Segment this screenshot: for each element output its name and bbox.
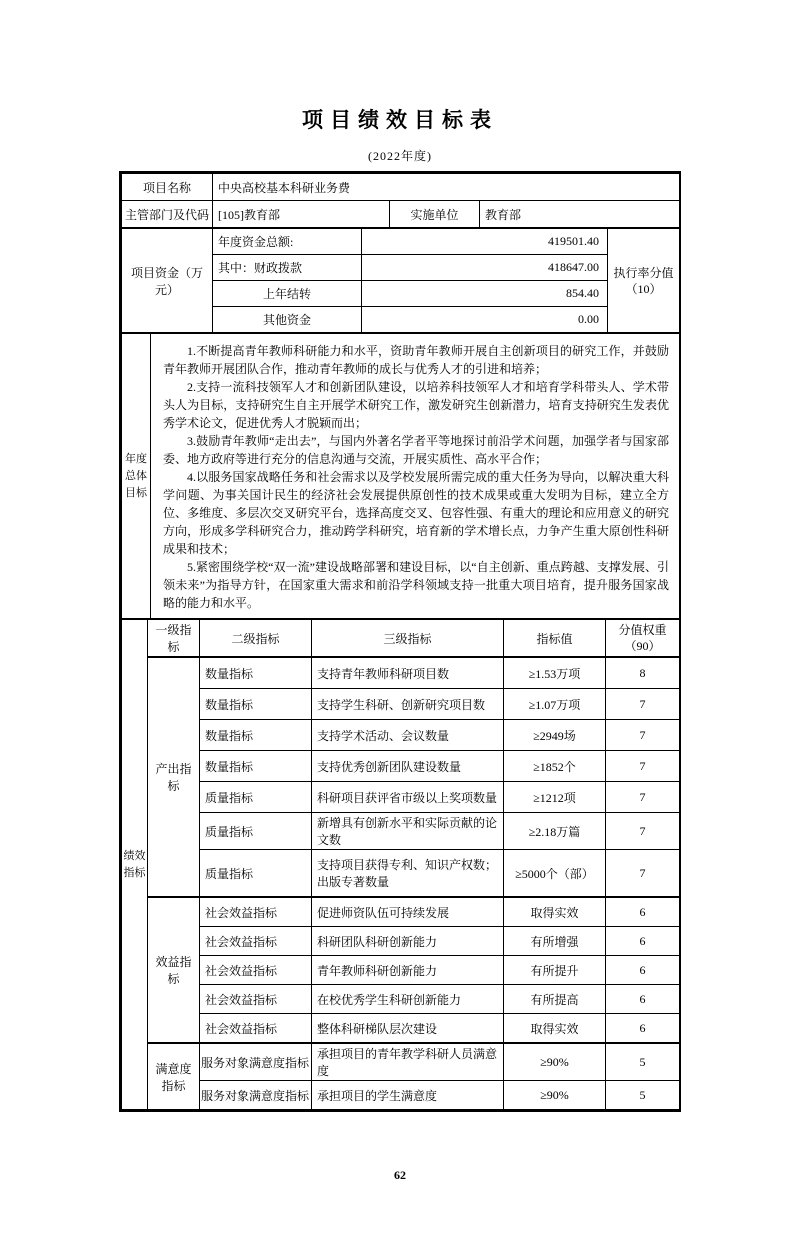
project-info-table <box>121 173 680 228</box>
header-weight-line2: （90） <box>624 639 661 653</box>
table-row <box>122 751 680 782</box>
table-row <box>122 1014 680 1044</box>
header-value: 指标值 <box>504 620 606 658</box>
table-row <box>122 927 680 956</box>
funding-row-value: 419501.40 <box>362 229 608 255</box>
goals-section-label: 年度总体目标 <box>122 334 151 619</box>
goal-item: 4.以服务国家战略任务和社会需求以及学校发展所需完成的重大任务为导向，以解决重大科学问题、为事关国计民生的经济社会发展提供原创性的技术成果或重大发明为目标，建立全方位、多维度、多层次交叉研究平台，选择高度交叉、包容性强、有重大的理论和应用意义的研究方向，形成多学科研究合力，推动跨学科研究，培育新的学术增长点，力争产生重大原创性科研成果和技术； <box>163 470 669 556</box>
table-row <box>122 334 680 619</box>
page-title: 项目绩效目标表 <box>302 108 498 132</box>
goal-item: 2.支持一流科技领军人才和创新团队建设，以培养科技领军人才和培育学科带头人、学术带头人为目标，支持研究生自主开展学术研究工作，激发研究生创新潜力，培育支持研究生发表优秀学术论文，促进优秀人才脱颖而出； <box>163 380 669 430</box>
cell-level2: 数量指标 <box>200 720 312 751</box>
funding-row-value: 854.40 <box>362 281 608 307</box>
funding-row-label: 上年结转 <box>213 281 362 307</box>
dept-value: [105]教育部 <box>213 201 390 228</box>
table-row <box>122 1081 680 1110</box>
cell-level2: 社会效益指标 <box>200 1014 312 1044</box>
funding-section-label: 项目资金（万元） <box>122 229 213 333</box>
group-output-label: 产出指标 <box>148 657 200 897</box>
cell-value: ≥1852个 <box>504 751 606 782</box>
cell-weight: 7 <box>606 813 680 850</box>
cell-value: ≥90% <box>504 1043 606 1081</box>
cell-level2: 质量指标 <box>200 850 312 898</box>
cell-value: 有所提高 <box>504 985 606 1014</box>
indicators-section-label: 绩效指标 <box>122 620 148 1110</box>
cell-weight: 7 <box>606 720 680 751</box>
cell-value: 有所增强 <box>504 927 606 956</box>
dept-label: 主管部门及代码 <box>122 201 213 228</box>
cell-level3: 支持学生科研、创新研究项目数 <box>312 689 504 720</box>
project-name-value: 中央高校基本科研业务费 <box>213 174 680 201</box>
cell-level2: 质量指标 <box>200 813 312 850</box>
funding-row-value: 0.00 <box>362 307 608 333</box>
table-row <box>122 201 680 228</box>
page-number: 62 <box>394 1168 406 1182</box>
table-row <box>122 956 680 985</box>
cell-level2: 社会效益指标 <box>200 927 312 956</box>
project-name-label: 项目名称 <box>122 174 213 201</box>
performance-target-table <box>119 171 681 1112</box>
cell-level3: 在校优秀学生科研创新能力 <box>312 985 504 1014</box>
table-row <box>122 657 680 689</box>
cell-weight: 6 <box>606 897 680 927</box>
header-weight <box>606 620 680 658</box>
table-row <box>122 897 680 927</box>
cell-value: ≥2949场 <box>504 720 606 751</box>
cell-level3: 承担项目的青年教学科研人员满意度 <box>312 1043 504 1081</box>
cell-value: ≥1.07万项 <box>504 689 606 720</box>
table-row <box>122 1043 680 1081</box>
group-benefit-label: 效益指标 <box>148 897 200 1043</box>
cell-weight: 7 <box>606 751 680 782</box>
cell-level3: 青年教师科研创新能力 <box>312 956 504 985</box>
funding-row-label: 其中：财政拨款 <box>213 255 362 281</box>
header-level3: 三级指标 <box>312 620 504 658</box>
table-row <box>122 229 680 255</box>
cell-level2: 社会效益指标 <box>200 985 312 1014</box>
cell-level3: 促进师资队伍可持续发展 <box>312 897 504 927</box>
funding-row-value: 418647.00 <box>362 255 608 281</box>
cell-value: ≥5000个（部） <box>504 850 606 898</box>
exec-rate-line2: （10） <box>625 281 662 296</box>
cell-level3: 支持青年教师科研项目数 <box>312 657 504 689</box>
funding-row-label: 其他资金 <box>213 307 362 333</box>
cell-weight: 8 <box>606 657 680 689</box>
cell-level3: 支持项目获得专利、知识产权数；出版专著数量 <box>312 850 504 898</box>
cell-value: 取得实效 <box>504 1014 606 1044</box>
header-level2: 二级指标 <box>200 620 312 658</box>
cell-weight: 6 <box>606 1014 680 1044</box>
cell-value: 有所提升 <box>504 956 606 985</box>
cell-weight: 7 <box>606 782 680 813</box>
cell-weight: 5 <box>606 1081 680 1110</box>
table-row <box>122 985 680 1014</box>
cell-level3: 支持优秀创新团队建设数量 <box>312 751 504 782</box>
cell-level3: 支持学术活动、会议数量 <box>312 720 504 751</box>
exec-rate-line1: 执行率分值 <box>613 265 674 280</box>
impl-unit-value: 教育部 <box>480 201 680 228</box>
cell-value: ≥90% <box>504 1081 606 1110</box>
cell-level2: 数量指标 <box>200 689 312 720</box>
cell-level3: 新增具有创新水平和实际贡献的论文数 <box>312 813 504 850</box>
cell-value: ≥1212项 <box>504 782 606 813</box>
indicators-table <box>121 619 680 1110</box>
header-level1: 一级指标 <box>148 620 200 658</box>
impl-unit-label: 实施单位 <box>390 201 480 228</box>
goals-table <box>121 333 680 619</box>
cell-weight: 6 <box>606 927 680 956</box>
cell-weight: 6 <box>606 985 680 1014</box>
cell-weight: 7 <box>606 689 680 720</box>
goal-item: 1.不断提高青年教师科研能力和水平，资助青年教师开展自主创新项目的研究工作，并鼓励青年教师开展团队合作，推动青年教师的成长与优秀人才的引进和培养； <box>163 344 669 376</box>
cell-level2: 服务对象满意度指标 <box>200 1081 312 1110</box>
funding-row-label: 年度资金总额: <box>213 229 362 255</box>
cell-weight: 7 <box>606 850 680 898</box>
goals-text <box>151 334 680 619</box>
table-row <box>122 850 680 898</box>
cell-level2: 服务对象满意度指标 <box>200 1043 312 1081</box>
table-row <box>122 782 680 813</box>
indicators-header-row <box>122 620 680 658</box>
table-row <box>122 174 680 201</box>
cell-level2: 数量指标 <box>200 751 312 782</box>
exec-rate-label <box>608 229 680 333</box>
cell-level2: 数量指标 <box>200 657 312 689</box>
cell-weight: 5 <box>606 1043 680 1081</box>
table-row <box>122 720 680 751</box>
header-weight-line1: 分值权重 <box>618 623 667 637</box>
cell-level3: 整体科研梯队层次建设 <box>312 1014 504 1044</box>
cell-level2: 社会效益指标 <box>200 897 312 927</box>
cell-level3: 科研团队科研创新能力 <box>312 927 504 956</box>
cell-level2: 社会效益指标 <box>200 956 312 985</box>
cell-level2: 质量指标 <box>200 782 312 813</box>
goal-item: 3.鼓励青年教师“走出去”，与国内外著名学者平等地探讨前沿学术问题，加强学者与国家部委、地方政府等进行充分的信息沟通与交流，开展实质性、高水平合作； <box>163 434 669 466</box>
table-row <box>122 689 680 720</box>
cell-value: ≥2.18万篇 <box>504 813 606 850</box>
cell-level3: 科研项目获评省市级以上奖项数量 <box>312 782 504 813</box>
cell-value: ≥1.53万项 <box>504 657 606 689</box>
goal-item: 5.紧密围绕学校“双一流”建设战略部署和建设目标，以“自主创新、重点跨越、支撑发展、引领未来”为指导方针，在国家重大需求和前沿学科领域支持一批重大项目培育，提升服务国家战略的能力和水平。 <box>163 560 669 610</box>
table-row <box>122 813 680 850</box>
cell-level3: 承担项目的学生满意度 <box>312 1081 504 1110</box>
group-satisfaction-label: 满意度指标 <box>148 1043 200 1110</box>
cell-value: 取得实效 <box>504 897 606 927</box>
page-subtitle: (2022年度) <box>368 149 432 163</box>
funding-table <box>121 228 680 333</box>
cell-weight: 6 <box>606 956 680 985</box>
